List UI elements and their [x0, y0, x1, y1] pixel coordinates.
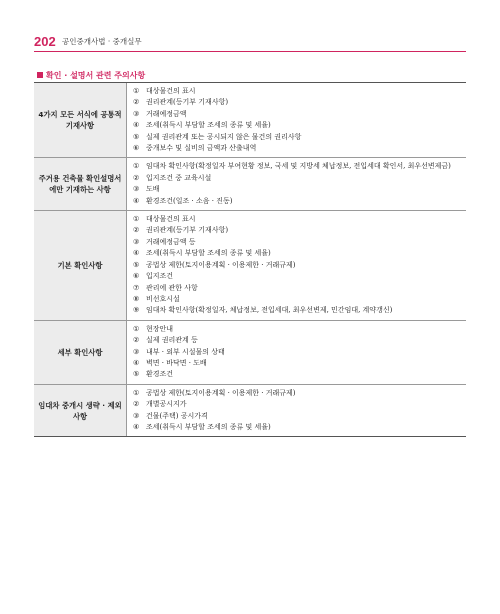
- item-list: [127, 321, 466, 384]
- item-number: ④: [133, 358, 140, 367]
- item-text: 중개보수 및 실비의 금액과 산출내역: [146, 144, 257, 153]
- page-number: 202: [34, 34, 56, 49]
- list-item: [133, 422, 466, 433]
- item-list: [127, 385, 466, 437]
- item-text: 도배: [146, 185, 160, 194]
- list-item: [133, 173, 466, 184]
- list-item: [133, 347, 466, 358]
- item-number: ④: [133, 196, 140, 205]
- item-number: ③: [133, 347, 140, 356]
- item-list: [127, 211, 466, 320]
- row-category: 주거용 건축물 확인설명서에만 기재하는 사항: [34, 158, 127, 210]
- item-number: ②: [133, 336, 140, 345]
- item-number: ③: [133, 237, 140, 246]
- item-number: ①: [133, 215, 140, 224]
- square-bullet-icon: [37, 72, 43, 78]
- item-text: 대상물건의 표시: [146, 87, 196, 95]
- item-number: ④: [133, 121, 140, 130]
- table-row: [34, 211, 466, 321]
- list-item: [133, 388, 466, 399]
- item-text: 권리관계(등기부 기재사항): [146, 98, 229, 107]
- list-item: [133, 97, 466, 108]
- list-item: [133, 260, 466, 271]
- item-text: 환경조건: [146, 370, 174, 379]
- item-number: ②: [133, 226, 140, 235]
- notes-table: [34, 82, 466, 437]
- list-item: [133, 184, 466, 195]
- list-item: [133, 305, 466, 316]
- item-number: ③: [133, 109, 140, 118]
- list-item: [133, 335, 466, 346]
- list-item: [133, 271, 466, 282]
- list-item: [133, 283, 466, 294]
- header-rule: [34, 51, 466, 52]
- list-item: [133, 109, 466, 120]
- item-number: ③: [133, 185, 140, 194]
- list-item: [133, 214, 466, 225]
- item-text: 조세(취득시 부담할 조세의 종류 및 세율): [146, 121, 271, 130]
- item-text: 실제 권리관계 또는 공시되지 않은 물건의 권리사항: [146, 132, 302, 141]
- list-item: [133, 358, 466, 369]
- item-number: ②: [133, 400, 140, 409]
- item-number: ②: [133, 98, 140, 107]
- table-row: [34, 158, 466, 211]
- item-text: 입지조건: [146, 272, 174, 281]
- item-number: ①: [133, 87, 140, 95]
- item-text: 건물(주택) 공시가격: [146, 411, 208, 420]
- item-list: [127, 83, 466, 157]
- list-item: [133, 369, 466, 380]
- table-row: [34, 321, 466, 385]
- item-number: ⑦: [133, 283, 140, 292]
- item-text: 실제 권리관계 등: [146, 336, 198, 345]
- list-item: [133, 248, 466, 259]
- list-item: [133, 237, 466, 248]
- row-category: 기본 확인사항: [34, 211, 127, 320]
- list-item: [133, 411, 466, 422]
- item-number: ④: [133, 422, 140, 431]
- list-item: [133, 120, 466, 131]
- table-row: [34, 385, 466, 437]
- item-text: 벽면 · 바닥면 · 도배: [146, 358, 207, 367]
- list-item: [133, 132, 466, 143]
- list-item: [133, 324, 466, 335]
- item-text: 임대차 확인사항(확정일자, 체납정보, 전입세대, 최우선변제, 민간임대, 계약갱신): [146, 306, 393, 315]
- item-text: 임대차 확인사항(확정일자 부여현황 정보, 국세 및 지방세 체납정보, 전입세대 확인서, 최우선변제금): [146, 162, 451, 171]
- row-category: 임대차 중개시 생략 · 제외 사항: [34, 385, 127, 437]
- item-text: 대상물건의 표시: [146, 215, 196, 224]
- item-list: [127, 158, 466, 210]
- item-number: ②: [133, 173, 140, 182]
- item-text: 공법상 제한(토지이용계획 · 이용제한 · 거래규제): [146, 388, 296, 397]
- section-heading: [37, 70, 145, 81]
- item-text: 환경조건(일조 · 소음 · 진동): [146, 196, 233, 205]
- item-text: 거래예정금액: [146, 109, 187, 118]
- item-text: 개별공시지가: [146, 400, 187, 409]
- item-text: 권리관계(등기부 기재사항): [146, 226, 229, 235]
- list-item: [133, 86, 466, 97]
- item-text: 거래예정금액 등: [146, 237, 196, 246]
- row-category: 세부 확인사항: [34, 321, 127, 384]
- item-number: ①: [133, 162, 140, 171]
- list-item: [133, 143, 466, 154]
- list-item: [133, 161, 466, 172]
- item-number: ⑥: [133, 272, 140, 281]
- item-text: 현장안내: [146, 324, 174, 333]
- item-text: 관리에 관한 사항: [146, 283, 198, 292]
- item-text: 입지조건 중 교육시설: [146, 173, 212, 182]
- item-number: ③: [133, 411, 140, 420]
- row-category: 4가지 모든 서식에 공통적 기재사항: [34, 83, 127, 157]
- item-text: 조세(취득시 부담할 조세의 종류 및 세율): [146, 422, 271, 431]
- list-item: [133, 196, 466, 207]
- item-number: ⑤: [133, 132, 140, 141]
- item-text: 공법상 제한(토지이용계획 · 이용제한 · 거래규제): [146, 260, 296, 269]
- item-text: 비선호시설: [146, 294, 180, 303]
- item-text: 내부 · 외부 시설물의 상태: [146, 347, 225, 356]
- table-row: [34, 83, 466, 158]
- item-number: ⑥: [133, 144, 140, 153]
- book-title: 공인중개사법 · 중개실무: [62, 37, 142, 46]
- page-header: [0, 34, 500, 56]
- item-number: ⑤: [133, 370, 140, 379]
- item-number: ⑨: [133, 306, 140, 315]
- list-item: [133, 225, 466, 236]
- list-item: [133, 399, 466, 410]
- item-number: ①: [133, 324, 140, 333]
- item-number: ⑧: [133, 294, 140, 303]
- item-number: ④: [133, 249, 140, 258]
- list-item: [133, 294, 466, 305]
- item-number: ⑤: [133, 260, 140, 269]
- item-text: 조세(취득시 부담할 조세의 종류 및 세율): [146, 249, 271, 258]
- item-number: ①: [133, 388, 140, 397]
- section-heading-text: 확인 · 설명서 관련 주의사항: [46, 71, 146, 80]
